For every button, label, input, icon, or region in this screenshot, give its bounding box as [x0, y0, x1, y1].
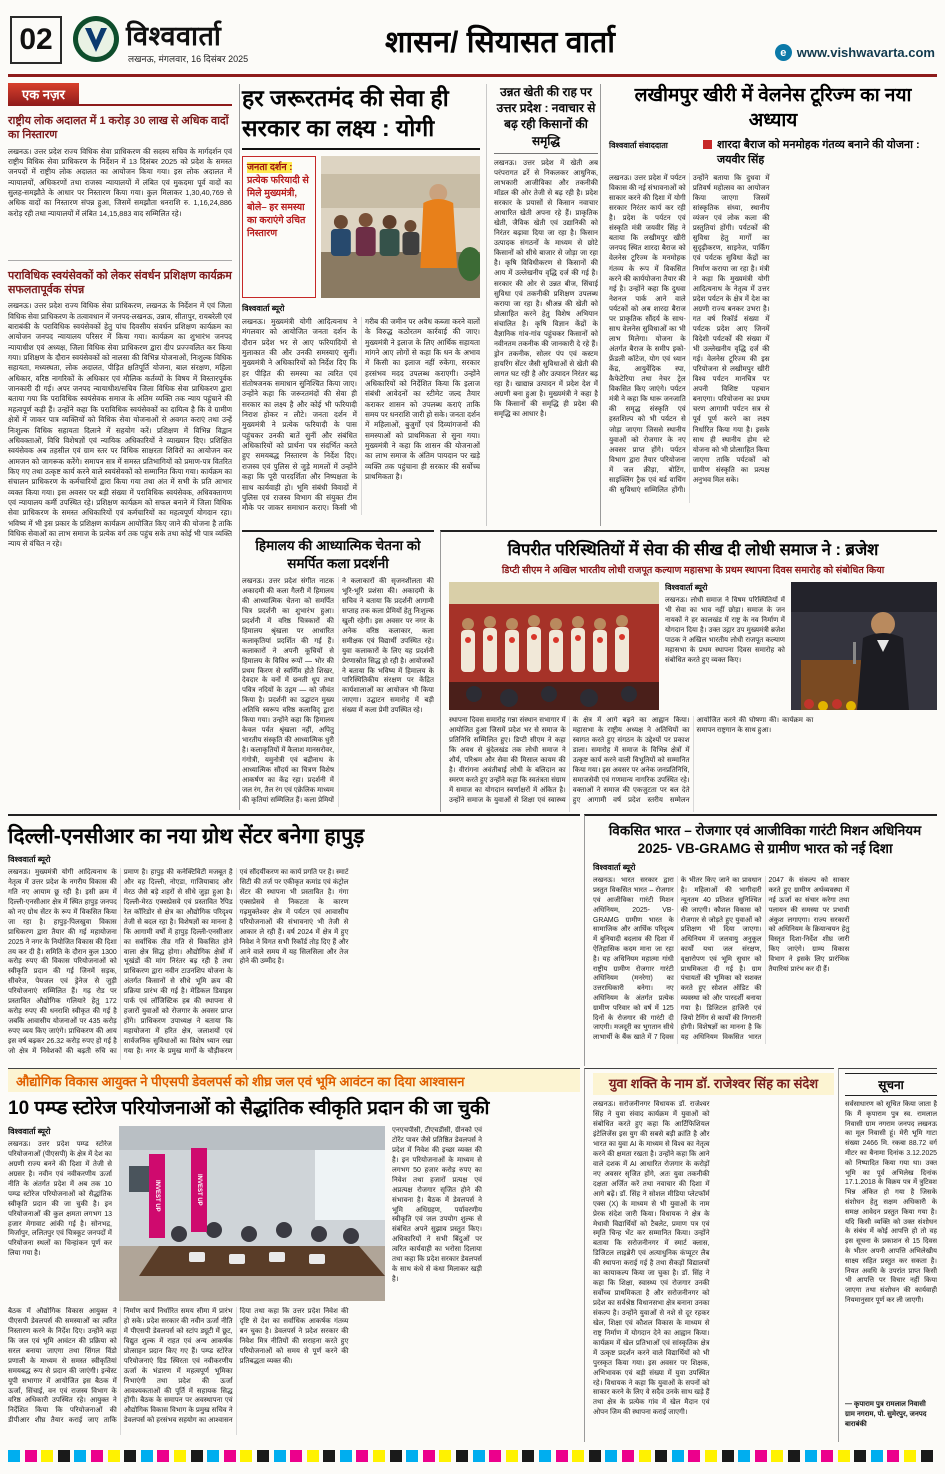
- print-mark: [605, 1450, 617, 1462]
- website-link[interactable]: [775, 44, 935, 61]
- print-mark: [522, 1450, 534, 1462]
- lodhi-mid-column: [665, 582, 785, 710]
- lodhi-headline: विपरीत परिस्थितियों में सेवा की सीख दी लोधी समाज ने : ब्रजेश: [507, 541, 879, 559]
- print-mark: [771, 1450, 783, 1462]
- print-mark: [25, 1450, 37, 1462]
- print-mark: [108, 1450, 120, 1462]
- print-mark: [622, 1450, 634, 1462]
- ek-nazar-story2-body: लखनऊ। उत्तर प्रदेश राज्य विधिक सेवा प्राधिकरण, लखनऊ के निर्देशन में एवं जिला विधिक सेवा प्राधिकरण के तत्वावधान में जनपद-लखनऊ, उन्नाव, सीतापुर, रायबरेली एवं बाराबंकी के पराविधिक स्वयंसेवकों हेतु पांच दिवसीय संवर्धन प्रशिक्षण कार्यक्रम का आयोजन जनपद न्यायालय परिसर में किया गया। कार्यक्रम का शुभारंभ जनपद न्यायाधीश एवं अध्यक्ष, जिला विधिक सेवा प्राधिकरण द्वारा दीप प्रज्ज्वलित कर किया गया। प्रशिक्षण के दौरान स्वयंसेवकों को नालसा की विभिन्न योजनाओं, निःशुल्क विधिक सहायता, मध्यस्थता, लोक अदालत, पीड़ित क्षतिपूर्ति योजना, बाल संरक्षण, महिला अधिकार, वरिष्ठ नागरिकों के अधिकार एवं मौलिक कर्तव्यों के विषय में विस्तारपूर्वक जानकारी दी गई। अपर जनपद न्यायाधीश/सचिव जिला विधिक सेवा प्राधिकरण द्वारा बताया गया कि पराविधिक स्वयंसेवक समाज के अंतिम व्यक्ति तक न्याय पहुंचाने की महत्वपूर्ण कड़ी हैं। उन्होंने कहा कि पराविधिक स्वयंसेवकों का दायित्व है कि वे ग्रामीण क्षेत्रों में जाकर पात्र व्यक्तियों को विधिक सेवा योजनाओं से अवगत कराएं तथा उन्हें निःशुल्क विधिक सहायता दिलाने में सहयोग करें। प्रशिक्षण में विभिन्न विद्वान अधिवक्ताओं, विधि विशेषज्ञों एवं न्यायिक अधिकारियों ने व्याख्यान दिए। प्रशिक्षित स्वयंसेवक अब तहसील एवं ग्राम स्तर पर विधिक साक्षरता शिविरों का आयोजन कर आमजन को जागरूक करेंगे। समापन सत्र में समस्त प्रतिभागियों को प्रमाण-पत्र वितरित किए गए तथा उत्कृष्ट कार्य करने वाले स्वयंसेवकों को सम्मानित किया गया। कार्यक्रम का संचालन प्राधिकरण के कर्मचारियों द्वारा किया गया तथा अंत में सभी के प्रति आभार व्यक्त किया गया। इस अवसर पर बड़ी संख्या में पराविधिक स्वयंसेवक, अधिवक्तागण एवं न्यायालय कर्मी उपस्थित रहे। प्रशिक्षण कार्यक्रम को सफल बनाने में जिला विधिक सेवा प्राधिकरण के समस्त अधिकारियों एवं कर्मचारियों का महत्वपूर्ण योगदान रहा। भविष्य में भी इस प्रकार के प्रशिक्षण कार्यक्रम आयोजित किए जाने की योजना है ताकि विधिक सेवाओं का लाभ समाज के प्रत्येक वर्ग तक पहुंच सके तथा कोई भी पात्र व्यक्ति न्याय से वंचित न रहे।: [8, 301, 232, 549]
- print-mark: [423, 1450, 435, 1462]
- ek-nazar-story2-headline: पराविधिक स्वयंसेवकों को लेकर संवर्धन प्रशिक्षण कार्यक्रम सफलतापूर्वक संपन्न: [8, 269, 232, 296]
- wellness-byline: विश्ववार्ता संवाददाता: [609, 141, 668, 151]
- print-mark: [688, 1450, 700, 1462]
- hapur-story: [8, 814, 580, 1066]
- psp-banner: [8, 1068, 580, 1092]
- website-url: www.vishwavarta.com: [796, 45, 935, 60]
- section-title: शासन/ सियासत वार्ता: [384, 26, 616, 59]
- print-mark: [871, 1450, 883, 1462]
- print-mark: [887, 1450, 899, 1462]
- lead-story: [242, 84, 598, 526]
- lodhi-media-row: [449, 582, 937, 710]
- print-mark: [8, 1450, 20, 1462]
- lodhi-body: स्थापना दिवस समारोह गन्ना संस्थान सभागार में आयोजित हुआ जिसमें प्रदेश भर से समाज के प्रतिनिधि सम्मिलित हुए। डिप्टी सीएम ने कहा कि अवध से बुंदेलखंड तक लोधी समाज ने शौर्य, परिश्रम और सेवा की मिसाल कायम की है। वीरांगना अवंतीबाई लोधी के बलिदान का स्मरण करते हुए उन्होंने कहा कि स्वतंत्रता संग्राम में समाज का योगदान स्वर्णाक्षरों में अंकित है। उन्होंने समाज के युवाओं से शिक्षा एवं स्वास्थ्य के क्षेत्र में आगे बढ़ने का आह्वान किया। महासभा के राष्ट्रीय अध्यक्ष ने अतिथियों का स्वागत करते हुए संगठन के उद्देश्यों पर प्रकाश डाला। समारोह में समाज के विभिन्न क्षेत्रों में उत्कृष्ट कार्य करने वाली विभूतियों को सम्मानित किया गया। इस अवसर पर अनेक जनप्रतिनिधि, समाजसेवी एवं गणमान्य नागरिक उपस्थित रहे। वक्ताओं ने समाज की एकजुटता पर बल देते हुए आगामी वर्ष प्रदेश स्तरीय सम्मेलन आयोजित करने की घोषणा की। कार्यक्रम का समापन राष्ट्रगान के साथ हुआ।: [449, 717, 814, 804]
- print-mark: [539, 1450, 551, 1462]
- hapur-headline: दिल्ली-एनसीआर का नया ग्रोथ सेंटर बनेगा हापुड़: [8, 825, 365, 848]
- print-mark: [274, 1450, 286, 1462]
- pumped-body-left: लखनऊ। उत्तर प्रदेश पम्प्ड स्टोरेज परियोजनाओं (पीएसपी) के क्षेत्र में देश का अग्रणी राज्य बनने की दिशा में तेजी से अग्रसर है। नवीन एवं नवीकरणीय ऊर्जा नीति के अंतर्गत प्रदेश में अब तक 10 पम्प्ड स्टोरेज परियोजनाओं को सैद्धांतिक स्वीकृति प्रदान की जा चुकी है। इन परियोजनाओं की कुल क्षमता लगभग 13 हजार मेगावाट आंकी गई है। सोनभद्र, मिर्जापुर, ललितपुर एवं चित्रकूट जनपदों में परियोजना स्थलों का चिन्हांकन पूर्ण कर लिया गया है।: [8, 1141, 112, 1258]
- lodhi-event-photo: [449, 582, 659, 710]
- yuva-body: लखनऊ। सरोजनीनगर विधायक डॉ. राजेश्वर सिंह ने युवा संवाद कार्यक्रम में युवाओं को संबोधित करते हुए कहा कि आर्टिफिशियल इंटेलिजेंस इस युग की सबसे बड़ी क्रांति है और भारत का युवा AI के माध्यम से विश्व का नेतृत्व करने की क्षमता रखता है। उन्होंने कहा कि आने वाले दशक में AI आधारित रोजगार के करोड़ों नए अवसर सृजित होंगे, अतः युवा तकनीकी दक्षता अर्जित करें तथा नवाचार की दिशा में आगे बढ़ें। डॉ. सिंह ने सोशल मीडिया प्लेटफॉर्म एक्स (X) के माध्यम से भी युवाओं के नाम प्रेरक संदेश जारी किया। विधायक ने क्षेत्र के मेधावी विद्यार्थियों को टैबलेट, प्रमाण पत्र एवं स्मृति चिन्ह भेंट कर सम्मानित किया। उन्होंने बताया कि सरोजनीनगर में स्मार्ट क्लास, डिजिटल लाइब्रेरी एवं अत्याधुनिक कंप्यूटर लैब की स्थापना कराई गई है तथा सैकड़ों विद्यालयों का कायाकल्प किया जा चुका है। डॉ. सिंह ने कहा कि शिक्षा, स्वास्थ्य एवं रोजगार उनकी सर्वोच्च प्राथमिकता है और सरोजनीनगर को प्रदेश का सर्वश्रेष्ठ विधानसभा क्षेत्र बनाना उनका संकल्प है। उन्होंने युवाओं से नशे से दूर रहकर खेल, शिक्षा एवं कौशल विकास के माध्यम से राष्ट्र निर्माण में योगदान देने का आह्वान किया। कार्यक्रम में खेल प्रतिभाओं एवं सांस्कृतिक क्षेत्र में उत्कृष्ट प्रदर्शन करने वाले विद्यार्थियों को भी पुरस्कृत किया गया। इस अवसर पर शिक्षक, अभिभावक एवं बड़ी संख्या में युवा उपस्थित रहे। विधायक ने कहा कि युवाओं के सपनों को साकार करने के लिए वे सदैव उनके साथ खड़े हैं तथा क्षेत्र के प्रत्येक गांव में खेल मैदान एवं ओपन जिम की स्थापना कराई जाएगी।: [593, 1101, 710, 1417]
- pumped-headline: 10 पम्प्ड स्टोरेज परियोजनाओं को सैद्धांतिक स्वीकृति प्रदान की जा चुकी: [8, 1098, 490, 1119]
- page-number-box: [10, 16, 62, 64]
- print-mark: [854, 1450, 866, 1462]
- print-mark: [390, 1450, 402, 1462]
- himalaya-body: लखनऊ। उत्तर प्रदेश संगीत नाटक अकादमी की कला गैलरी में हिमालय की आध्यात्मिक चेतना को समर्पित चित्र प्रदर्शनी का शुभारंभ हुआ। प्रदर्शनी में वरिष्ठ चित्रकारों की हिमालय श्रृंखला पर आधारित कलाकृतियां प्रदर्शित की गई हैं। कलाकारों ने अपनी कूचियों से हिमालय के विविध रूपों — भोर की प्रथम किरण से स्वर्णिम होते शिखर, देवदार के वनों में छनती धूप तथा पवित्र नदियों के उद्गम — को जीवंत किया है। प्रदर्शनी का उद्घाटन मुख्य अतिथि स्वरूप वरिष्ठ कलाविद् द्वारा किया गया। उन्होंने कहा कि हिमालय केवल पर्वत श्रृंखला नहीं, अपितु भारतीय संस्कृति की आध्यात्मिक धुरी है। कलाकृतियों में कैलाश मानसरोवर, गंगोत्री, यमुनोत्री एवं बद्रीनाथ के आध्यात्मिक सौंदर्य का चित्रण विशेष आकर्षण का केंद्र रहा। प्रदर्शनी में जल रंग, तैल रंग एवं एक्रेलिक माध्यम की कृतियां सम्मिलित हैं। कला प्रेमियों ने कलाकारों की सृजनशीलता की भूरि-भूरि प्रशंसा की। अकादमी के सचिव ने बताया कि प्रदर्शनी आगामी सप्ताह तक कला प्रेमियों हेतु निःशुल्क खुली रहेगी। इस अवसर पर नगर के अनेक वरिष्ठ कलाकार, कला समीक्षक एवं विद्यार्थी उपस्थित रहे। युवा कलाकारों के लिए यह प्रदर्शनी प्रेरणास्रोत सिद्ध हो रही है। आयोजकों ने बताया कि भविष्य में हिमालय के पारिस्थितिकीय संरक्षण पर केंद्रित कार्यशालाओं का आयोजन भी किया जाएगा। उद्घाटन समारोह में बड़ी संख्या में कला प्रेमी उपस्थित रहे।: [242, 578, 434, 804]
- vbgram-byline: विश्ववार्ता ब्यूरो: [593, 863, 636, 873]
- lead-body: लखनऊ। मुख्यमंत्री योगी आदित्यनाथ ने मंगलवार को आयोजित जनता दर्शन के दौरान प्रदेश भर से आए फरियादियों से मुलाकात की और उनकी समस्याएं सुनीं। मुख्यमंत्री ने अधिकारियों को निर्देश दिए कि हर पीड़ित की समस्या का त्वरित एवं संतोषजनक समाधान सुनिश्चित किया जाए। उन्होंने कहा कि जरूरतमंदों की सेवा ही सरकार का लक्ष्य है और कोई भी फरियादी निराश होकर न लौटे। जनता दर्शन में मुख्यमंत्री ने प्रत्येक फरियादी के पास पहुंचकर उनकी बातें सुनीं और संबंधित अधिकारियों को प्रार्थना पत्र संदर्भित करते हुए समयबद्ध निस्तारण के निर्देश दिए। राजस्व एवं पुलिस से जुड़े मामलों में उन्होंने कहा कि पूरी पारदर्शिता और निष्पक्षता के साथ कार्यवाही हो। भूमि संबंधी विवादों में पुलिस एवं राजस्व विभाग की संयुक्त टीम मौके पर जाकर समाधान कराए। किसी भी गरीब की जमीन पर अवैध कब्जा करने वालों के विरुद्ध कठोरतम कार्रवाई की जाए। मुख्यमंत्री ने इलाज के लिए आर्थिक सहायता मांगने आए लोगों से कहा कि धन के अभाव में किसी का इलाज नहीं रुकेगा, सरकार हरसंभव मदद उपलब्ध कराएगी। उन्होंने अधिकारियों को निर्देशित किया कि इलाज संबंधी आवेदनों का स्टीमेट जल्द तैयार कराकर शासन को उपलब्ध कराएं ताकि समय पर धनराशि जारी हो सके। जनता दर्शन में महिलाओं, बुजुर्गों एवं दिव्यांगजनों की समस्याओं को प्राथमिकता से सुना गया। मुख्यमंत्री ने कहा कि शासन की योजनाओं का लाभ समाज के अंतिम पायदान पर खड़े व्यक्ति तक पहुंचाना ही सरकार की सर्वोच्च प्राथमिकता है।: [242, 316, 480, 513]
- wellness-body: लखनऊ। उत्तर प्रदेश में पर्यटन विकास की नई संभावनाओं को साकार करने की दिशा में योगी सरकार निरंतर कार्य कर रही है। प्रदेश के पर्यटन एवं संस्कृति मंत्री जयवीर सिंह ने बताया कि लखीमपुर खीरी जनपद स्थित शारदा बैराज को वेलनेस टूरिज्म के मनमोहक गंतव्य के रूप में विकसित करने की कार्ययोजना तैयार की गई है। उन्होंने कहा कि दुधवा नेशनल पार्क आने वाले पर्यटकों को अब शारदा बैराज पर प्राकृतिक सौंदर्य के साथ-साथ वेलनेस सुविधाओं का भी लाभ मिलेगा। योजना के अंतर्गत बैराज के समीप इको-फ्रेंडली कॉटेज, योग एवं ध्यान केंद्र, आयुर्वेदिक स्पा, कैफेटेरिया तथा नेचर ट्रेल विकसित किए जाएंगे। पर्यटन मंत्री ने कहा कि थारू जनजाति की समृद्ध संस्कृति एवं हस्तशिल्प को भी पर्यटन से जोड़ा जाएगा जिससे स्थानीय युवाओं को रोजगार के नए अवसर प्राप्त होंगे। पर्यटन विभाग द्वारा तैयार परियोजना में जल क्रीड़ा, बोटिंग, साइक्लिंग ट्रैक एवं बर्ड वाचिंग की सुविधाएं सम्मिलित होंगी। उन्होंने बताया कि दुधवा में प्रतिवर्ष महोत्सव का आयोजन किया जाएगा जिसमें सांस्कृतिक संध्या, स्थानीय व्यंजन एवं लोक कला की प्रस्तुतियां होंगी। पर्यटकों की सुविधा हेतु मार्गों का सुदृढ़ीकरण, साइनेज, पार्किंग एवं पर्यटक सुविधा केंद्रों का निर्माण कराया जा रहा है। मंत्री ने कहा कि मुख्यमंत्री योगी आदित्यनाथ के नेतृत्व में उत्तर प्रदेश पर्यटन के क्षेत्र में देश का अग्रणी राज्य बनकर उभरा है। गत वर्ष रिकॉर्ड संख्या में पर्यटक प्रदेश आए जिनमें विदेशी पर्यटकों की संख्या में भी उल्लेखनीय वृद्धि दर्ज की गई। वेलनेस टूरिज्म की इस परियोजना से लखीमपुर खीरी विश्व पर्यटन मानचित्र पर अपनी विशिष्ट पहचान बनाएगा। परियोजना का प्रथम चरण आगामी पर्यटन सत्र से पूर्व पूर्ण करने का लक्ष्य निर्धारित किया गया है। इसके साथ ही स्थानीय होम स्टे योजना को भी प्रोत्साहित किया जाएगा ताकि पर्यटकों को ग्रामीण संस्कृति का प्रत्यक्ष अनुभव मिल सके।: [609, 173, 770, 494]
- print-mark: [207, 1450, 219, 1462]
- paper-name: विश्ववार्ता: [126, 21, 222, 51]
- lead-headline: हर जरूरतमंद की सेवा ही सरकार का लक्ष्य : योगी: [242, 84, 480, 150]
- print-mark: [821, 1450, 833, 1462]
- print-mark: [174, 1450, 186, 1462]
- print-mark: [456, 1450, 468, 1462]
- print-mark: [257, 1450, 269, 1462]
- ek-nazar-label: एक नज़र: [8, 83, 79, 106]
- janata-darshan-highlight-box: [242, 156, 316, 298]
- print-mark: [489, 1450, 501, 1462]
- print-mark: [788, 1450, 800, 1462]
- wellness-story: [600, 84, 937, 526]
- yuva-headline: युवा शक्ति के नाम डॉ. राजेश्वर सिंह का संदेश: [593, 1073, 834, 1095]
- ek-nazar-column: [8, 84, 240, 810]
- wellness-subrow: [609, 138, 937, 167]
- print-mark: [157, 1450, 169, 1462]
- lodhi-body-mid: लखनऊ। लोधी समाज ने विषम परिस्थितियों में भी सेवा का भाव नहीं छोड़ा। समाज के जन नायकों ने हर कालखंड में राष्ट्र के नव निर्माण में योगदान दिया है। उक्त उद्गार उप मुख्यमंत्री ब्रजेश पाठक ने अखिल भारतीय लोधी राजपूत कल्याण महासभा के प्रथम स्थापना दिवस समारोह को संबोधित करते हुए व्यक्त किए।: [665, 597, 785, 664]
- pumped-right-column: [392, 1126, 580, 1301]
- print-mark: [705, 1450, 717, 1462]
- suchna-notice: [838, 1068, 937, 1442]
- print-mark: [58, 1450, 70, 1462]
- print-mark: [506, 1450, 518, 1462]
- print-mark: [240, 1450, 252, 1462]
- suchna-label: सूचना: [845, 1073, 937, 1096]
- print-mark: [373, 1450, 385, 1462]
- lodhi-story: [440, 530, 937, 812]
- pumped-byline: विश्ववार्ता ब्यूरो: [8, 1127, 51, 1136]
- print-mark: [904, 1450, 916, 1462]
- print-mark: [838, 1450, 850, 1462]
- print-mark: [307, 1450, 319, 1462]
- print-mark: [921, 1450, 933, 1462]
- pumped-media-row: [8, 1126, 580, 1301]
- invest-up-banner: INVEST UP: [149, 1154, 165, 1238]
- print-mark: [141, 1450, 153, 1462]
- pumped-left-column: [8, 1126, 112, 1301]
- unnat-kheti-story: [486, 84, 598, 526]
- print-color-bar: [8, 1450, 937, 1463]
- dateline: लखनऊ, मंगलवार, 16 दिसंबर 2025: [128, 54, 249, 64]
- print-mark: [556, 1450, 568, 1462]
- print-mark: [340, 1450, 352, 1462]
- lead-story-main: [242, 84, 480, 526]
- unnat-kheti-headline: उन्नत खेती की राह पर उत्तर प्रदेश : नवाचार से बढ़ रही किसानों की समृद्धि: [494, 84, 598, 154]
- print-mark: [439, 1450, 451, 1462]
- print-mark: [473, 1450, 485, 1462]
- globe-icon: e: [775, 44, 792, 61]
- vbgram-story: [584, 814, 937, 1066]
- hapur-body: लखनऊ। मुख्यमंत्री योगी आदित्यनाथ के नेतृत्व में उत्तर प्रदेश के नगरीय विकास की गति नए आयाम छू रही है। इसी क्रम में दिल्ली-एनसीआर क्षेत्र में स्थित हापुड़ जनपद को नए ग्रोथ सेंटर के रूप में विकसित किया जा रहा है। हापुड़-पिलखुवा विकास प्राधिकरण द्वारा तैयार की गई महायोजना 2025 ने नगर के नियोजित विकास की दिशा तय कर दी है। समिति के दौरान कुल 1300 करोड़ रुपए की विकास परियोजनाओं को स्वीकृति प्रदान की गई जिनमें सड़क, सीवरेज, पेयजल एवं ड्रेनेज से जुड़ी परियोजनाएं सम्मिलित हैं। गढ़ रोड पर प्रस्तावित औद्योगिक गलियारे हेतु 172 करोड़ रुपए की धनराशि स्वीकृत की गई है जबकि आवासीय योजनाओं पर 435 करोड़ रुपए व्यय किए जाएंगे। प्राधिकरण की आय इस वर्ष बढ़कर 26.32 करोड़ रुपए हो गई है जो क्षेत्र में निवेशकों की बढ़ती रुचि का प्रमाण है। हापुड़ की कनेक्टिविटी मजबूत है और वह दिल्ली, नोएडा, गाजियाबाद और मेरठ जैसे बड़े शहरों से सीधे जुड़ा हुआ है। दिल्ली-मेरठ एक्सप्रेसवे एवं प्रस्तावित रैपिड रेल कॉरिडोर से क्षेत्र का औद्योगिक परिदृश्य तेजी से बदल रहा है। विशेषज्ञों का मानना है कि आगामी वर्षों में हापुड़ दिल्ली-एनसीआर का सर्वाधिक तीव्र गति से विकसित होने वाला क्षेत्र सिद्ध होगा। औद्योगिक क्षेत्रों में भूखंडों की मांग निरंतर बढ़ रही है तथा प्राधिकरण द्वारा नवीन टाउनशिप योजना के अंतर्गत किसानों से सीधे भूमि क्रय की प्रक्रिया प्रारंभ की गई है। मेडिकल डिवाइस पार्क एवं लॉजिस्टिक हब की स्थापना से हजारों युवाओं को रोजगार के अवसर प्राप्त होंगे। प्राधिकरण उपाध्यक्ष ने बताया कि महायोजना में हरित क्षेत्र, जलाशयों एवं सार्वजनिक सुविधाओं का विशेष ध्यान रखा गया है। नगर के प्रमुख मार्गों के चौड़ीकरण एवं सौंदर्यीकरण का कार्य प्रगति पर है। स्मार्ट सिटी की तर्ज पर एकीकृत कमांड एवं कंट्रोल सेंटर की स्थापना भी प्रस्तावित है। गंगा एक्सप्रेसवे से निकटता के कारण गढ़मुक्तेश्वर क्षेत्र में पर्यटन एवं आवासीय परियोजनाओं की संभावनाएं भी तेजी से आकार ले रही हैं। वर्ष 2024 में क्षेत्र में हुए निवेश ने विगत सभी रिकॉर्ड तोड़ दिए हैं और आने वाले समय में यह सिलसिला और तेज होने की उम्मीद है।: [8, 869, 349, 1055]
- print-mark: [755, 1450, 767, 1462]
- wellness-subhead-box: [703, 138, 937, 167]
- himalaya-headline: हिमालय की आध्यात्मिक चेतना को समर्पित कला प्रदर्शनी: [255, 538, 421, 571]
- pumped-body: बैठक में औद्योगिक विकास आयुक्त ने पीएसपी डेवलपर्स की समस्याओं का त्वरित निस्तारण करने के निर्देश दिए। उन्होंने कहा कि जल एवं भूमि आवंटन की प्रक्रिया को सरल बनाया जाएगा तथा सिंगल विंडो प्रणाली के माध्यम से समस्त स्वीकृतियां समयबद्ध रूप से प्रदान की जाएंगी। इन्वेस्ट यूपी सभागार में आयोजित इस बैठक में ऊर्जा, सिंचाई, वन एवं राजस्व विभाग के वरिष्ठ अधिकारी उपस्थित रहे। आयुक्त ने निर्देशित किया कि परियोजनाओं की डीपीआर शीघ्र तैयार कराई जाए ताकि निर्माण कार्य निर्धारित समय सीमा में प्रारंभ हो सके। प्रदेश सरकार की नवीन ऊर्जा नीति में पीएसपी डेवलपर्स को स्टांप ड्यूटी में छूट, विद्युत शुल्क में राहत एवं अन्य आकर्षक प्रोत्साहन प्रदान किए गए हैं। पम्प्ड स्टोरेज परियोजनाएं ग्रिड स्थिरता एवं नवीकरणीय ऊर्जा के भंडारण में महत्वपूर्ण भूमिका निभाएंगी तथा प्रदेश की ऊर्जा आवश्यकताओं की पूर्ति में सहायक सिद्ध होंगी। बैठक के समापन पर अवस्थापना एवं औद्योगिक विकास विभाग के प्रमुख सचिव ने डेवलपर्स को हरसंभव सहयोग का आश्वासन दिया तथा कहा कि उत्तर प्रदेश निवेश की दृष्टि से देश का सर्वाधिक आकर्षक गंतव्य बन चुका है। डेवलपर्स ने प्रदेश सरकार की निवेश मित्र नीतियों की सराहना करते हुए परियोजनाओं को समय से पूर्ण करने की प्रतिबद्धता व्यक्त की।: [8, 1308, 349, 1425]
- print-mark: [124, 1450, 136, 1462]
- print-mark: [224, 1450, 236, 1462]
- red-bullet-icon: [703, 140, 712, 149]
- print-mark: [738, 1450, 750, 1462]
- print-mark: [572, 1450, 584, 1462]
- psp-meeting-photo: [119, 1126, 385, 1301]
- wellness-headline: लखीमपुर खीरी में वेलनेस टूरिज्म का नया अध्याय: [634, 85, 912, 131]
- lead-byline: विश्ववार्ता ब्यूरो: [242, 303, 285, 313]
- print-mark: [672, 1450, 684, 1462]
- vbgram-headline: विकसित भारत – रोजगार एवं आजीविका गारंटी मिशन अधिनियम 2025- VB-GRAMG से ग्रामीण भारत को नई दिशा: [608, 823, 922, 857]
- highlight-label: जनता दर्शन :: [247, 161, 293, 173]
- print-mark: [722, 1450, 734, 1462]
- ek-nazar-story1-body: लखनऊ। उत्तर प्रदेश राज्य विधिक सेवा प्राधिकरण की सदस्य सचिव के मार्गदर्शन एवं राष्ट्रीय विधिक सेवा प्राधिकरण के निर्देशन में 13 दिसंबर 2025 को प्रदेश के समस्त जनपदों में राष्ट्रीय लोक अदालत का आयोजन किया गया। इस लोक अदालत में न्यायालयों, अधिकरणों तथा राजस्व न्यायालयों में लंबित एवं मुकदमा पूर्व वादों का सुलह-समझौते के आधार पर निस्तारण किया गया। कुल मिलाकर 1,30,40,769 से अधिक वादों का निस्तारण संपन्न हुआ, जिसमें समझौता धनराशि रु. 1,16,24,886 करोड़ रही तथा न्यायालयों में लंबित 14,15,883 वाद सम्मिलित रहे।: [8, 146, 232, 218]
- speaker-photo: [791, 582, 937, 710]
- suchna-body: सर्वसाधारण को सूचित किया जाता है कि मैं कृपाराम पुत्र स्व. रामलाल निवासी ग्राम नगराम जनपद लखनऊ का मूल निवासी हूं। मेरी भूमि गाटा संख्या 2466 मि. रकबा 88.72 वर्ग मीटर का बैनामा दिनांक 3.12.2025 को निष्पादित किया गया था। उक्त भूमि का पूर्व अभिलेख दिनांक 17.1.2018 के विक्रय पत्र में त्रुटिवश भिन्न अंकित हो गया है जिसके संशोधन हेतु सक्षम अधिकारी के समक्ष आवेदन प्रस्तुत किया गया है। यदि किसी व्यक्ति को उक्त संशोधन के संबंध में कोई आपत्ति हो तो वह इस सूचना के प्रकाशन से 15 दिवस के भीतर अपनी आपत्ति अभिलेखीय साक्ष्य सहित प्रस्तुत कर सकता है। नियत अवधि के उपरांत प्राप्त किसी भी आपत्ति पर विचार नहीं किया जाएगा तथा संशोधन की कार्यवाही नियमानुसार पूर्ण कर ली जाएगी।: [845, 1101, 937, 1304]
- wellness-subhead: शारदा बैराज को मनमोहक गंतव्य बनाने की योजना : जयवीर सिंह: [717, 139, 920, 166]
- page-number: 02: [19, 23, 53, 56]
- psp-banner-text: औद्योगिक विकास आयुक्त ने पीएसपी डेवलपर्स को शीघ्र जल एवं भूमि आवंटन का दिया आश्वासन: [16, 1073, 465, 1089]
- unnat-kheti-body: लखनऊ। उत्तर प्रदेश में खेती अब परंपरागत ढर्रे से निकलकर आधुनिक, लाभकारी आजीविका और तकनीकी मॉडल की ओर तेजी से बढ़ रही है। प्रदेश सरकार के प्रयासों से किसान नवाचार आधारित खेती अपना रहे हैं। प्राकृतिक खेती, जैविक खेती एवं उद्यानिकी को निरंतर बढ़ावा दिया जा रहा है। किसान उत्पादक संगठनों के माध्यम से छोटे किसानों को सीधे बाजार से जोड़ा जा रहा है। कृषि विविधीकरण से किसानों की आय में उल्लेखनीय वृद्धि दर्ज की गई है। सरकार की ओर से उन्नत बीज, सिंचाई सुविधा एवं तकनीकी प्रशिक्षण उपलब्ध कराया जा रहा है। श्रीअन्न की खेती को प्रोत्साहित करने हेतु विशेष अभियान संचालित है। कृषि विज्ञान केंद्रों के वैज्ञानिक गांव-गांव पहुंचकर किसानों को नवीनतम तकनीक की जानकारी दे रहे हैं। ड्रोन तकनीक, सोलर पंप एवं कस्टम हायरिंग सेंटर जैसी सुविधाओं से खेती की लागत घट रही है और उत्पादन निरंतर बढ़ रहा है। खाद्यान्न उत्पादन में प्रदेश देश में अग्रणी बना हुआ है। मुख्यमंत्री ने कहा है कि किसानों की समृद्धि ही प्रदेश की समृद्धि का आधार है।: [494, 158, 598, 419]
- print-mark: [290, 1450, 302, 1462]
- yuva-story: [584, 1068, 834, 1442]
- pumped-storage-story: [8, 1094, 580, 1444]
- masthead-rule: [8, 74, 937, 77]
- print-mark: [655, 1450, 667, 1462]
- pumped-body-right: एनएचपीसी, टीएचडीसी, ग्रीनको एवं टोरेंट पावर जैसे प्रतिष्ठित डेवलपर्स ने प्रदेश में निवेश की इच्छा व्यक्त की है। इन परियोजनाओं के माध्यम से लगभग 50 हजार करोड़ रुपए का निवेश तथा हजारों प्रत्यक्ष एवं अप्रत्यक्ष रोजगार सृजित होने की संभावना है। बैठक में डेवलपर्स ने भूमि अधिग्रहण, पर्यावरणीय स्वीकृति एवं जल उपयोग शुल्क से संबंधित अपने सुझाव प्रस्तुत किए। अधिकारियों ने सभी बिंदुओं पर त्वरित कार्यवाही का भरोसा दिलाया तथा कहा कि प्रदेश सरकार डेवलपर्स के साथ कंधे से कंधा मिलाकर खड़ी है।: [392, 1127, 482, 1284]
- vbgram-body: लखनऊ। भारत सरकार द्वारा प्रस्तुत विकसित भारत – रोजगार एवं आजीविका गारंटी मिशन अधिनियम, 2025- VB-GRAMG ग्रामीण भारत के सामाजिक और आर्थिक परिदृश्य में बुनियादी बदलाव की दिशा में ऐतिहासिक कदम माना जा रहा है। यह अधिनियम महात्मा गांधी राष्ट्रीय ग्रामीण रोजगार गारंटी अधिनियम (मनरेगा) का उत्तराधिकारी बनेगा। नए अधिनियम के अंतर्गत प्रत्येक ग्रामीण परिवार को वर्ष में 125 दिनों के रोजगार की गारंटी दी जाएगी। मजदूरी का भुगतान सीधे लाभार्थी के बैंक खाते में 7 दिवस के भीतर किए जाने का प्रावधान है। महिलाओं की भागीदारी न्यूनतम 40 प्रतिशत सुनिश्चित की जाएगी। कौशल विकास को रोजगार से जोड़ते हुए युवाओं को प्रशिक्षण भी दिया जाएगा। अधिनियम में जलवायु अनुकूल कार्यों यथा जल संरक्षण, वृक्षारोपण एवं भूमि सुधार को प्राथमिकता दी गई है। ग्राम पंचायतों की भूमिका को सशक्त करते हुए सोशल ऑडिट की व्यवस्था को और पारदर्शी बनाया गया है। डिजिटल हाजिरी एवं जियो टैगिंग से कार्यों की निगरानी होगी। विशेषज्ञों का मानना है कि यह अधिनियम विकसित भारत 2047 के संकल्प को साकार करते हुए ग्रामीण अर्थव्यवस्था में नई ऊर्जा का संचार करेगा तथा पलायन की समस्या पर प्रभावी अंकुश लगाएगा। राज्य सरकारों को अधिनियम के क्रियान्वयन हेतु विस्तृत दिशा-निर्देश शीघ्र जारी किए जाएंगे। ग्राम्य विकास विभाग ने इसके लिए प्रारंभिक तैयारियां प्रारंभ कर दी हैं।: [593, 877, 850, 1042]
- ek-nazar-rule: [79, 104, 232, 106]
- print-mark: [406, 1450, 418, 1462]
- lodhi-byline: विश्ववार्ता ब्यूरो: [665, 583, 708, 592]
- highlight-text: प्रत्येक फरियादी से मिले मुख्यमंत्री, बोले– हर समस्या का कराएंगे उचित निस्तारण: [247, 175, 309, 240]
- print-mark: [805, 1450, 817, 1462]
- print-mark: [356, 1450, 368, 1462]
- lodhi-subtitle: डिप्टी सीएम ने अखिल भारतीय लोधी राजपूत कल्याण महासभा के प्रथम स्थापना दिवस समारोह को संबोधित किया: [501, 565, 885, 576]
- ek-nazar-story1-headline: राष्ट्रीय लोक अदालत में 1 करोड़ 30 लाख से अधिक वादों का निस्तारण: [8, 115, 229, 142]
- print-mark: [191, 1450, 203, 1462]
- ek-nazar-header: [8, 84, 232, 106]
- print-mark: [41, 1450, 53, 1462]
- story-divider: [8, 260, 232, 261]
- janata-darshan-photo: [321, 156, 480, 298]
- paper-logo-emblem: [72, 15, 120, 63]
- print-mark: [91, 1450, 103, 1462]
- himalaya-story: [242, 530, 434, 812]
- lead-media-row: [242, 156, 480, 298]
- hapur-byline: विश्ववार्ता ब्यूरो: [8, 855, 51, 864]
- print-mark: [323, 1450, 335, 1462]
- print-mark: [639, 1450, 651, 1462]
- print-mark: [74, 1450, 86, 1462]
- print-mark: [589, 1450, 601, 1462]
- suchna-signature: — कृपाराम पुत्र रामलाल निवासी ग्राम नगराम, पो. सुमेरपुर, जनपद बाराबंकी: [845, 1401, 927, 1428]
- invest-up-banner: INVEST UP: [191, 1148, 207, 1232]
- paper-logo-icon: [72, 15, 120, 63]
